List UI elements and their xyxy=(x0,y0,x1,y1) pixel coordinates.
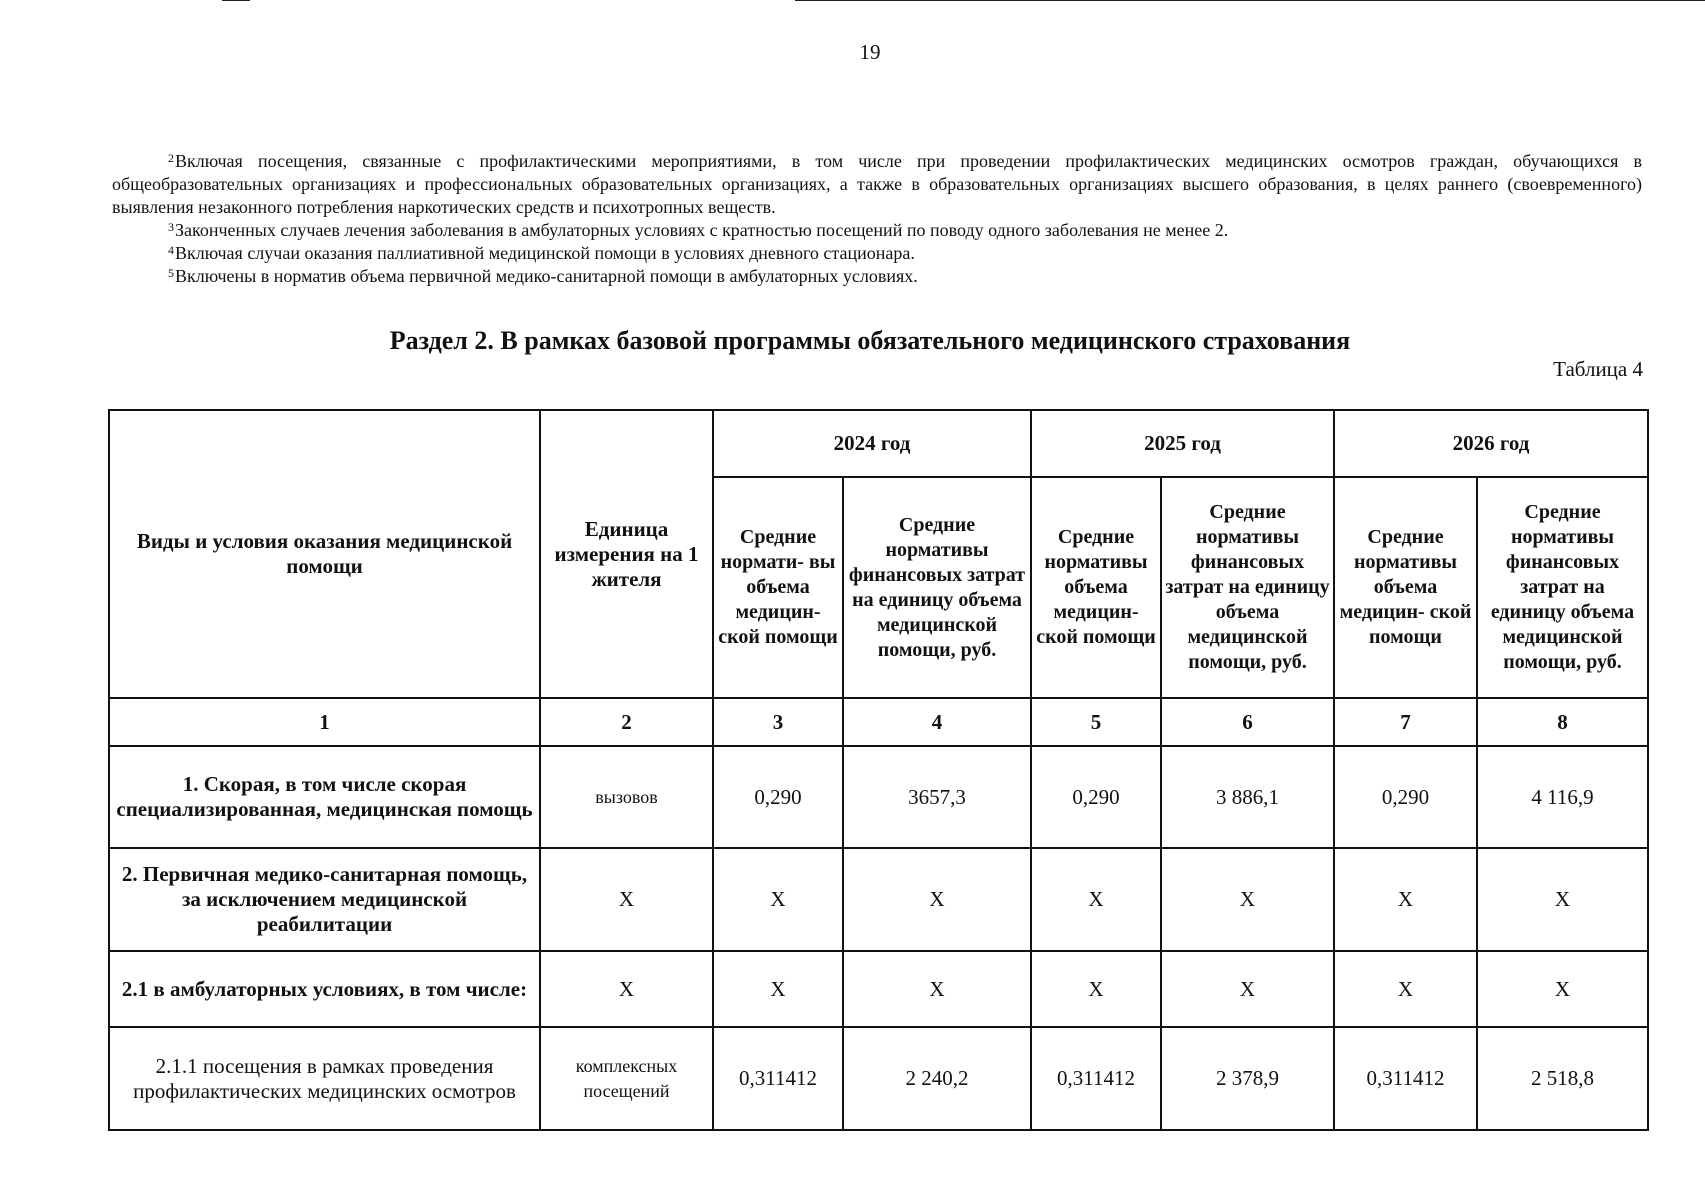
column-number: 7 xyxy=(1334,698,1477,746)
top-border-line-right xyxy=(795,0,1705,1)
footnote-text: Включены в норматив объема первичной медико-санитарной помощи в амбулаторных условиях. xyxy=(175,266,918,286)
column-number: 4 xyxy=(843,698,1031,746)
column-number: 8 xyxy=(1477,698,1648,746)
row-value: X xyxy=(843,951,1031,1027)
header-cost-2024: Средние нормативы финансовых затрат на единицу объема медицинской помощи, руб. xyxy=(843,477,1031,698)
row-unit: вызовов xyxy=(540,746,713,848)
row-value: X xyxy=(1161,848,1334,951)
footnote-text: Включая посещения, связанные с профилактическими мероприятиями, в том числе при проведении профилактических медицинских осмотров граждан, обучающихся в общеобразовательных организациях и профессиональных образовательных организациях, а также в образовательных организациях высшего образования, в целях раннего (своевременного) выявления незаконного потребления наркотических средств и психотропных веществ. xyxy=(112,151,1642,217)
footnotes xyxy=(112,150,1642,288)
footnote-text: Включая случаи оказания паллиативной медицинской помощи в условиях дневного стационара. xyxy=(175,243,915,263)
table-row xyxy=(109,951,1648,1027)
footnote-marker: 2 xyxy=(168,151,174,165)
row-value: X xyxy=(1334,848,1477,951)
footnote-3 xyxy=(112,219,1642,242)
header-volume-2026: Средние нормативы объема медицин- ской помощи xyxy=(1334,477,1477,698)
row-name: 2.1.1 посещения в рамках проведения профилактических медицинских осмотров xyxy=(109,1027,540,1130)
row-unit: комплексных посещений xyxy=(540,1027,713,1130)
norms-table xyxy=(108,409,1649,1131)
row-name: 1. Скорая, в том числе скорая специализированная, медицинская помощь xyxy=(109,746,540,848)
row-name: 2.1 в амбулаторных условиях, в том числе: xyxy=(109,951,540,1027)
table-row xyxy=(109,1027,1648,1130)
header-care-types: Виды и условия оказания медицинской помощи xyxy=(109,410,540,698)
row-value: X xyxy=(1161,951,1334,1027)
row-value: X xyxy=(1477,951,1648,1027)
row-value: X xyxy=(1031,951,1161,1027)
column-number: 1 xyxy=(109,698,540,746)
column-number: 6 xyxy=(1161,698,1334,746)
row-value: 0,290 xyxy=(1031,746,1161,848)
row-value: X xyxy=(1031,848,1161,951)
row-value: 0,311412 xyxy=(1334,1027,1477,1130)
footnote-4 xyxy=(112,242,1642,265)
header-year-2024: 2024 год xyxy=(713,410,1031,477)
header-cost-2026: Средние нормативы финансовых затрат на единицу объема медицинской помощи, руб. xyxy=(1477,477,1648,698)
footnote-5 xyxy=(112,265,1642,288)
footnote-2 xyxy=(112,150,1642,219)
table-label: Таблица 4 xyxy=(1553,357,1643,381)
row-value: X xyxy=(843,848,1031,951)
row-value: 2 240,2 xyxy=(843,1027,1031,1130)
row-value: X xyxy=(1477,848,1648,951)
row-value: 0,311412 xyxy=(713,1027,843,1130)
top-border-line-left xyxy=(222,0,250,1)
table-row xyxy=(109,848,1648,951)
row-value: 0,311412 xyxy=(1031,1027,1161,1130)
header-volume-2025: Средние нормативы объема медицин- ской помощи xyxy=(1031,477,1161,698)
row-value: 0,290 xyxy=(1334,746,1477,848)
footnote-marker: 4 xyxy=(168,243,174,257)
row-value: 4 116,9 xyxy=(1477,746,1648,848)
row-name: 2. Первичная медико-санитарная помощь, за исключением медицинской реабилитации xyxy=(109,848,540,951)
footnote-marker: 3 xyxy=(168,220,174,234)
row-unit: X xyxy=(540,951,713,1027)
row-value: 0,290 xyxy=(713,746,843,848)
header-year-2025: 2025 год xyxy=(1031,410,1334,477)
row-value: X xyxy=(713,848,843,951)
row-value: X xyxy=(1334,951,1477,1027)
header-unit: Единица измерения на 1 жителя xyxy=(540,410,713,698)
row-value: 2 378,9 xyxy=(1161,1027,1334,1130)
page-number: 19 xyxy=(859,40,881,64)
header-row-years xyxy=(109,410,1648,477)
footnote-marker: 5 xyxy=(168,266,174,280)
header-year-2026: 2026 год xyxy=(1334,410,1648,477)
header-cost-2025: Средние нормативы финансовых затрат на единицу объема медицинской помощи, руб. xyxy=(1161,477,1334,698)
table-row xyxy=(109,746,1648,848)
column-number: 3 xyxy=(713,698,843,746)
row-value: X xyxy=(713,951,843,1027)
row-unit: X xyxy=(540,848,713,951)
footnote-text: Законченных случаев лечения заболевания в амбулаторных условиях с кратностью посещений по поводу одного заболевания не менее 2. xyxy=(175,220,1229,240)
column-number-row xyxy=(109,698,1648,746)
row-value: 3 886,1 xyxy=(1161,746,1334,848)
column-number: 5 xyxy=(1031,698,1161,746)
column-number: 2 xyxy=(540,698,713,746)
row-value: 2 518,8 xyxy=(1477,1027,1648,1130)
row-value: 3657,3 xyxy=(843,746,1031,848)
section-title: Раздел 2. В рамках базовой программы обязательного медицинского страхования xyxy=(389,326,1351,355)
header-volume-2024: Средние нормати- вы объема медицин- ской помощи xyxy=(713,477,843,698)
